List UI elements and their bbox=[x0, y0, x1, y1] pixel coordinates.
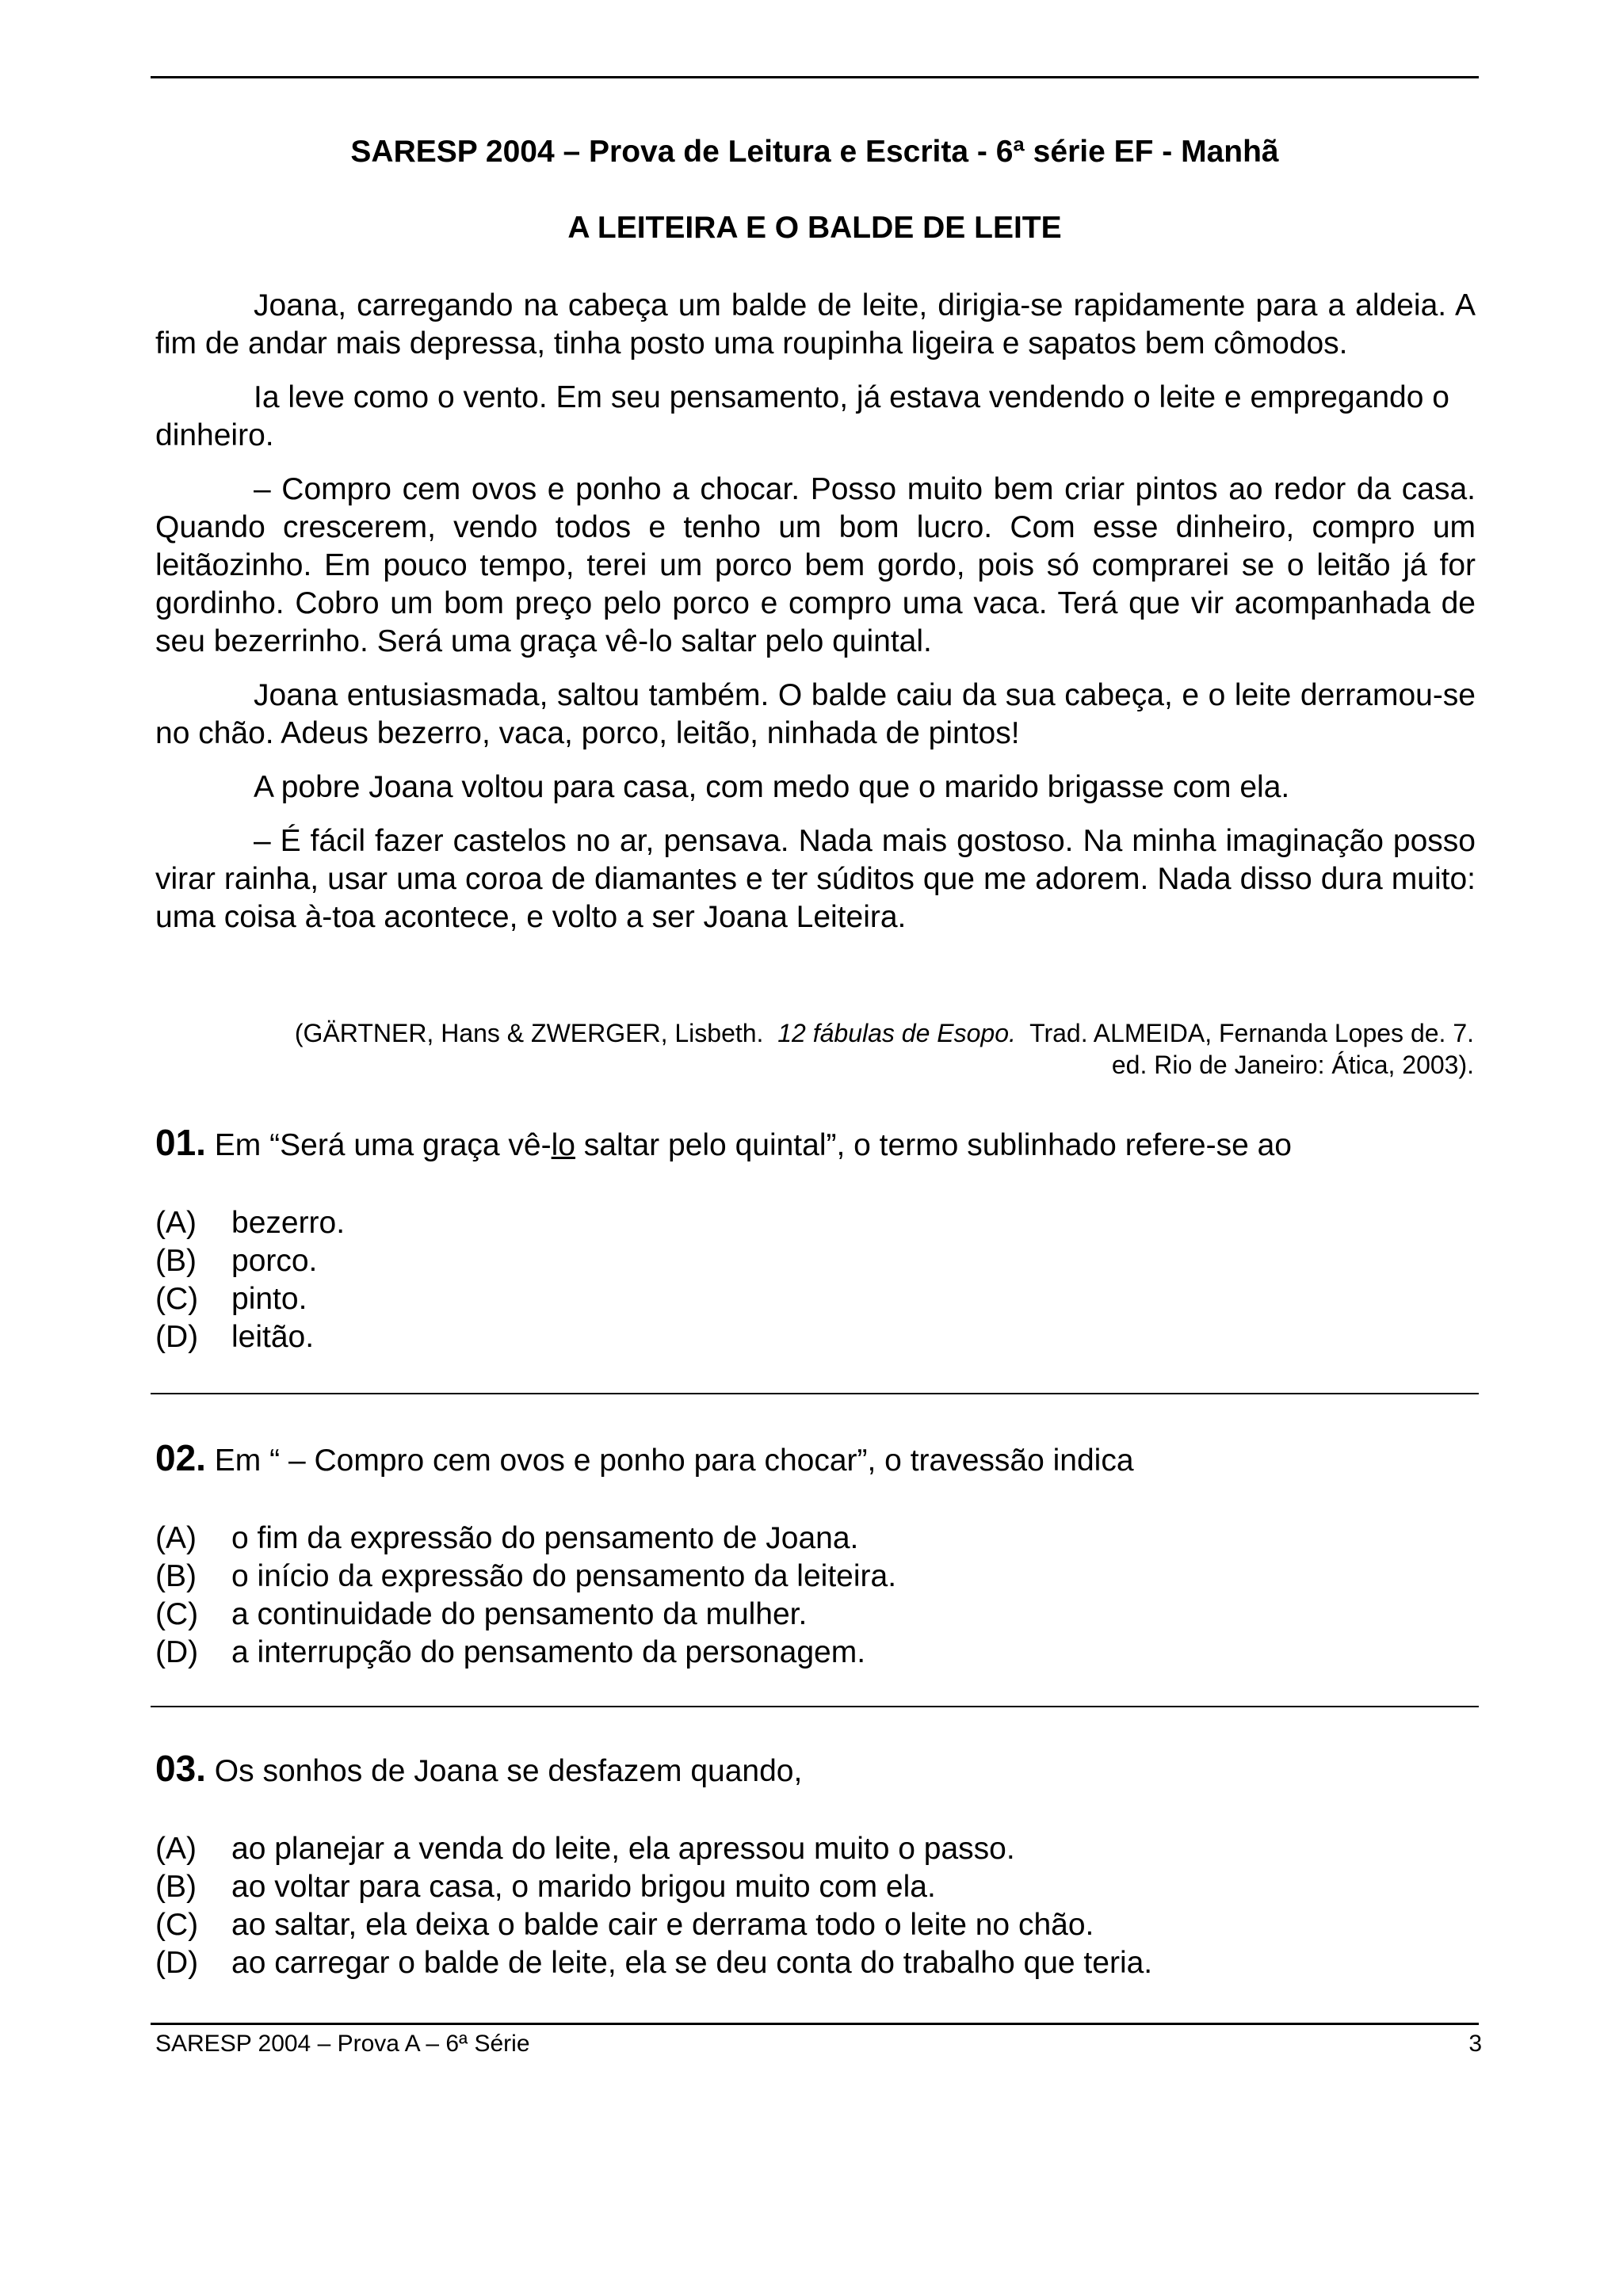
stem-text: saltar pelo quintal”, o termo sublinhado refere-se ao bbox=[575, 1128, 1292, 1162]
option-letter: (A) bbox=[155, 1521, 197, 1555]
option-text: pinto. bbox=[231, 1282, 307, 1316]
top-divider bbox=[151, 76, 1479, 78]
option-b[interactable] bbox=[155, 1242, 1474, 1280]
story-paragraph: Joana entusiasmada, saltou também. O balde caiu da sua cabeça, e o leite derramou-se no chão. Adeus bezerro, vaca, porco, leitão, ninhada de pintos! bbox=[155, 678, 1476, 750]
footer-label: SARESP 2004 – Prova A – 6ª Série bbox=[155, 2031, 530, 2057]
option-text: a continuidade do pensamento da mulher. bbox=[231, 1597, 808, 1631]
option-letter: (D) bbox=[155, 1635, 199, 1669]
option-a[interactable] bbox=[155, 1520, 1474, 1558]
option-d[interactable] bbox=[155, 1318, 1474, 1356]
options-02 bbox=[155, 1520, 1474, 1672]
question-03 bbox=[155, 1749, 1474, 1791]
option-letter: (C) bbox=[155, 1597, 199, 1631]
option-a[interactable] bbox=[155, 1830, 1474, 1868]
question-01 bbox=[155, 1123, 1474, 1165]
option-letter: (A) bbox=[155, 1832, 197, 1866]
option-letter: (B) bbox=[155, 1559, 197, 1593]
question-number: 01. bbox=[155, 1122, 206, 1163]
option-text: a interrupção do pensamento da personagem. bbox=[231, 1635, 866, 1669]
option-d[interactable] bbox=[155, 1634, 1474, 1672]
option-text: bezerro. bbox=[231, 1206, 346, 1240]
question-divider bbox=[151, 1706, 1479, 1707]
question-02 bbox=[155, 1439, 1474, 1480]
question-number: 02. bbox=[155, 1437, 206, 1478]
options-01 bbox=[155, 1204, 1474, 1356]
question-divider bbox=[151, 1393, 1479, 1394]
option-text: leitão. bbox=[231, 1320, 315, 1354]
option-letter: (B) bbox=[155, 1244, 197, 1278]
option-letter: (B) bbox=[155, 1870, 197, 1904]
story-paragraph: Ia leve como o vento. Em seu pensamento, já estava vendendo o leite e empregando o dinheiro. bbox=[155, 380, 1449, 452]
option-text: o início da expressão do pensamento da leiteira. bbox=[231, 1559, 897, 1593]
citation-line-2: ed. Rio de Janeiro: Ática, 2003). bbox=[1111, 1051, 1474, 1079]
option-letter: (A) bbox=[155, 1206, 197, 1240]
question-stem: Em “ – Compro cem ovos e ponho para chocar”, o travessão indica bbox=[214, 1444, 1134, 1478]
option-c[interactable] bbox=[155, 1906, 1474, 1944]
options-03 bbox=[155, 1830, 1474, 1982]
option-text: ao voltar para casa, o marido brigou muito com ela. bbox=[231, 1870, 936, 1904]
story-paragraph: – É fácil fazer castelos no ar, pensava. Nada mais gostoso. Na minha imaginação posso virar rainha, usar uma coroa de diamantes e ter súditos que me adorem. Nada disso dura muito: uma coisa à-toa acontece, e volto a ser Joana Leiteira. bbox=[155, 824, 1476, 934]
option-c[interactable] bbox=[155, 1280, 1474, 1318]
citation-book-title: 12 fábulas de Esopo. bbox=[777, 1019, 1016, 1047]
citation-authors: (GÄRTNER, Hans & ZWERGER, Lisbeth. bbox=[294, 1019, 764, 1047]
option-c[interactable] bbox=[155, 1596, 1474, 1634]
option-text: ao planejar a venda do leite, ela apressou muito o passo. bbox=[231, 1832, 1015, 1866]
story-text bbox=[155, 287, 1476, 952]
option-a[interactable] bbox=[155, 1204, 1474, 1242]
option-b[interactable] bbox=[155, 1868, 1474, 1906]
footer-divider bbox=[151, 2023, 1479, 2025]
question-stem: Os sonhos de Joana se desfazem quando, bbox=[214, 1754, 803, 1788]
option-text: ao carregar o balde de leite, ela se deu conta do trabalho que teria. bbox=[231, 1946, 1153, 1980]
option-letter: (C) bbox=[155, 1908, 199, 1942]
stem-text: Em “Será uma graça vê- bbox=[214, 1128, 552, 1162]
option-text: o fim da expressão do pensamento de Joana. bbox=[231, 1521, 859, 1555]
option-letter: (D) bbox=[155, 1320, 199, 1354]
option-letter: (D) bbox=[155, 1946, 199, 1980]
option-d[interactable] bbox=[155, 1944, 1474, 1982]
option-letter: (C) bbox=[155, 1282, 199, 1316]
underlined-term: lo bbox=[551, 1128, 575, 1162]
page-number: 3 bbox=[1468, 2031, 1482, 2057]
story-paragraph: A pobre Joana voltou para casa, com medo que o marido brigasse com ela. bbox=[254, 770, 1290, 804]
citation-translator: Trad. ALMEIDA, Fernanda Lopes de. 7. bbox=[1029, 1019, 1474, 1047]
story-paragraph: – Compro cem ovos e ponho a chocar. Posso muito bem criar pintos ao redor da casa. Quando crescerem, vendo todos e tenho um bom lucro. Com esse dinheiro, compro um leitãozinho. Em pouco tempo, terei um porco bem gordo, pois só comprarei se o leitão já for gordinho. Cobro um bom preço pelo porco e compro uma vaca. Terá que vir acompanhada de seu bezerrinho. Será uma graça vê-lo saltar pelo quintal. bbox=[155, 472, 1476, 658]
story-title: A LEITEIRA E O BALDE DE LEITE bbox=[567, 211, 1062, 245]
option-b[interactable] bbox=[155, 1558, 1474, 1596]
question-stem bbox=[215, 1128, 1292, 1162]
story-paragraph: Joana, carregando na cabeça um balde de leite, dirigia-se rapidamente para a aldeia. A fim de andar mais depressa, tinha posto uma roupinha ligeira e sapatos bem cômodos. bbox=[155, 288, 1476, 360]
option-text: porco. bbox=[231, 1244, 318, 1278]
source-citation bbox=[155, 1017, 1474, 1081]
option-text: ao saltar, ela deixa o balde cair e derrama todo o leite no chão. bbox=[231, 1908, 1094, 1942]
exam-title: SARESP 2004 – Prova de Leitura e Escrita - 6ª série EF - Manhã bbox=[350, 135, 1279, 169]
question-number: 03. bbox=[155, 1748, 206, 1789]
citation-line-1 bbox=[155, 1017, 1474, 1049]
